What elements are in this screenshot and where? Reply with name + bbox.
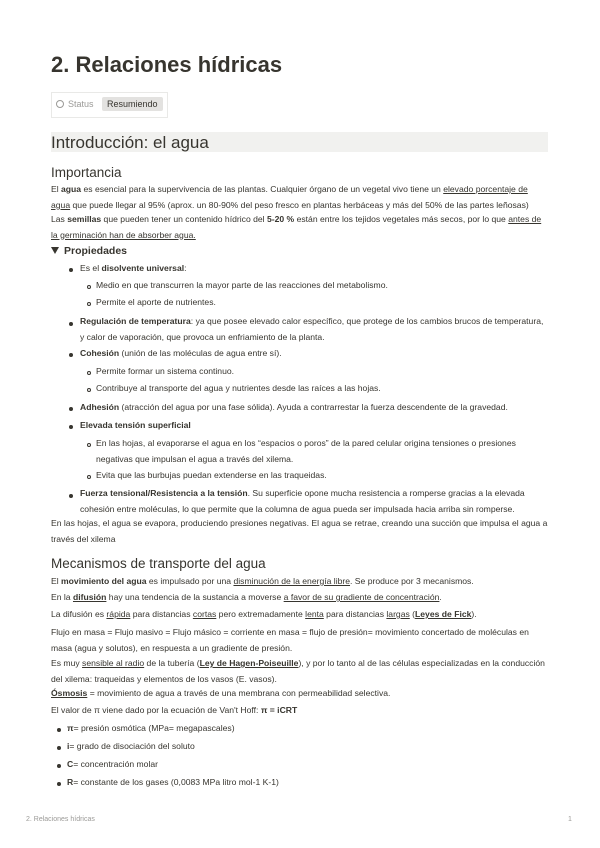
list-item: Permite formar un sistema continuo. [96,366,235,376]
bullet-icon [57,728,61,732]
paragraph-agua: El agua es esencial para la supervivencia de las plantas. Cualquier órgano de un vegetal vivo tiene un elevado porcentaje de agua que puede llegar al 95% (aprox. un 80-90% del peso fresco en plantas herbáceas y más del 50% de las partes leñosas) [51,184,529,210]
toggle-propiedades[interactable]: Propiedades [51,245,127,257]
list-item: Permite el aporte de nutrientes. [96,297,216,307]
list-item: Cohesión (unión de las moléculas de agua entre sí). [80,348,282,358]
status-key: Status [68,99,94,109]
list-item: i= grado de disociación del soluto [67,741,195,751]
bullet-icon [69,353,73,357]
heading-intro: Introducción: el agua [51,133,209,152]
paragraph-vanthoff: El valor de π viene dado por la ecuación de Van't Hoff: π = iCRT [51,705,298,715]
bullet-circle-icon [87,285,91,289]
heading-importancia: Importancia [51,165,122,180]
paragraph-fick: La difusión es rápida para distancias cortas pero extremadamente lenta para distancias largas (Leyes de Fick). [51,609,477,619]
status-badge[interactable]: Resumiendo [102,97,163,111]
paragraph-flujo-masa: Flujo en masa = Flujo masivo = Flujo másico = corriente en masa = flujo de presión= movimiento concertado de moléculas en masa (agua y solutos), en respuesta a un gradiente de presión. [51,627,529,653]
paragraph-difusion: En la difusión hay una tendencia de la sustancia a moverse a favor de su gradiente de concentración. [51,592,442,602]
list-item: π= presión osmótica (MPa= megapascales) [67,723,235,733]
paragraph-movimiento: El movimiento del agua es impulsado por una disminución de la energía libre. Se produce por 3 mecanismos. [51,576,474,586]
status-icon [56,100,64,108]
bullet-icon [69,268,73,272]
list-item: Contribuye al transporte del agua y nutrientes desde las raíces a las hojas. [96,383,381,393]
paragraph-poiseuille: Es muy sensible al radio de la tubería (Ley de Hagen-Poiseuille), y por lo tanto al de las células especializadas en la conducción del xilema: traqueidas y elementos de los vasos (E. vasos). [51,658,545,684]
list-item: R= constante de los gases (0,0083 MPa litro mol-1 K-1) [67,777,279,787]
status-label [56,99,94,109]
list-item: Regulación de temperatura: ya que posee elevado calor específico, que protege de los cambios brucos de temperatura, y calor de vaporación, que provoca un enfriamiento de la planta. [80,316,544,342]
page-title: 2. Relaciones hídricas [51,52,283,77]
bullet-icon [57,782,61,786]
list-item: Es el disolvente universal: [80,263,187,273]
footer-title: 2. Relaciones hídricas [26,816,95,823]
bullet-icon [69,494,73,498]
bullet-circle-icon [87,475,91,479]
list-item: Adhesión (atracción del agua por una fase sólida). Ayuda a contrarrestar la fuerza descendente de la gravedad. [80,402,508,412]
bullet-icon [69,425,73,429]
bullet-icon [69,322,73,326]
page-number: 1 [568,816,572,823]
paragraph-osmosis: Ósmosis = movimiento de agua a través de una membrana con permeabilidad selectiva. [51,688,391,698]
heading-mecanismos: Mecanismos de transporte del agua [51,556,266,571]
list-item: En las hojas, al evaporarse el agua en los “espacios o poros” de la pared celular origina tensiones o presiones negativas que impulsan el agua a través del xilema. [96,438,516,464]
bullet-circle-icon [87,443,91,447]
paragraph-evaporacion: En las hojas, el agua se evapora, produciendo presiones negativas. El agua se retrae, creando una succión que impulsa el agua a través del xilema [51,518,548,544]
bullet-circle-icon [87,302,91,306]
bullet-circle-icon [87,388,91,392]
bullet-icon [57,764,61,768]
bullet-icon [57,746,61,750]
list-item: Elevada tensión superficial [80,420,191,430]
list-item: Medio en que transcurren la mayor parte de las reacciones del metabolismo. [96,280,388,290]
property-status[interactable] [51,92,168,118]
list-item: Evita que las burbujas puedan extenderse en las traqueidas. [96,470,327,480]
triangle-down-icon[interactable] [51,247,59,254]
paragraph-semillas: Las semillas que pueden tener un contenido hídrico del 5-20 % están entre los tejidos vegetales más secos, por lo que antes de la germinación han de absorber agua. [51,214,542,240]
bullet-icon [69,407,73,411]
bullet-circle-icon [87,371,91,375]
list-item: C= concentración molar [67,759,159,769]
list-item: Fuerza tensional/Resistencia a la tensión. Su superficie opone mucha resistencia a romperse gracias a la elevada cohesión entre moléculas, lo que permite que la columna de agua pueda ser impulsada hacia arriba sin romperse. [80,488,525,514]
